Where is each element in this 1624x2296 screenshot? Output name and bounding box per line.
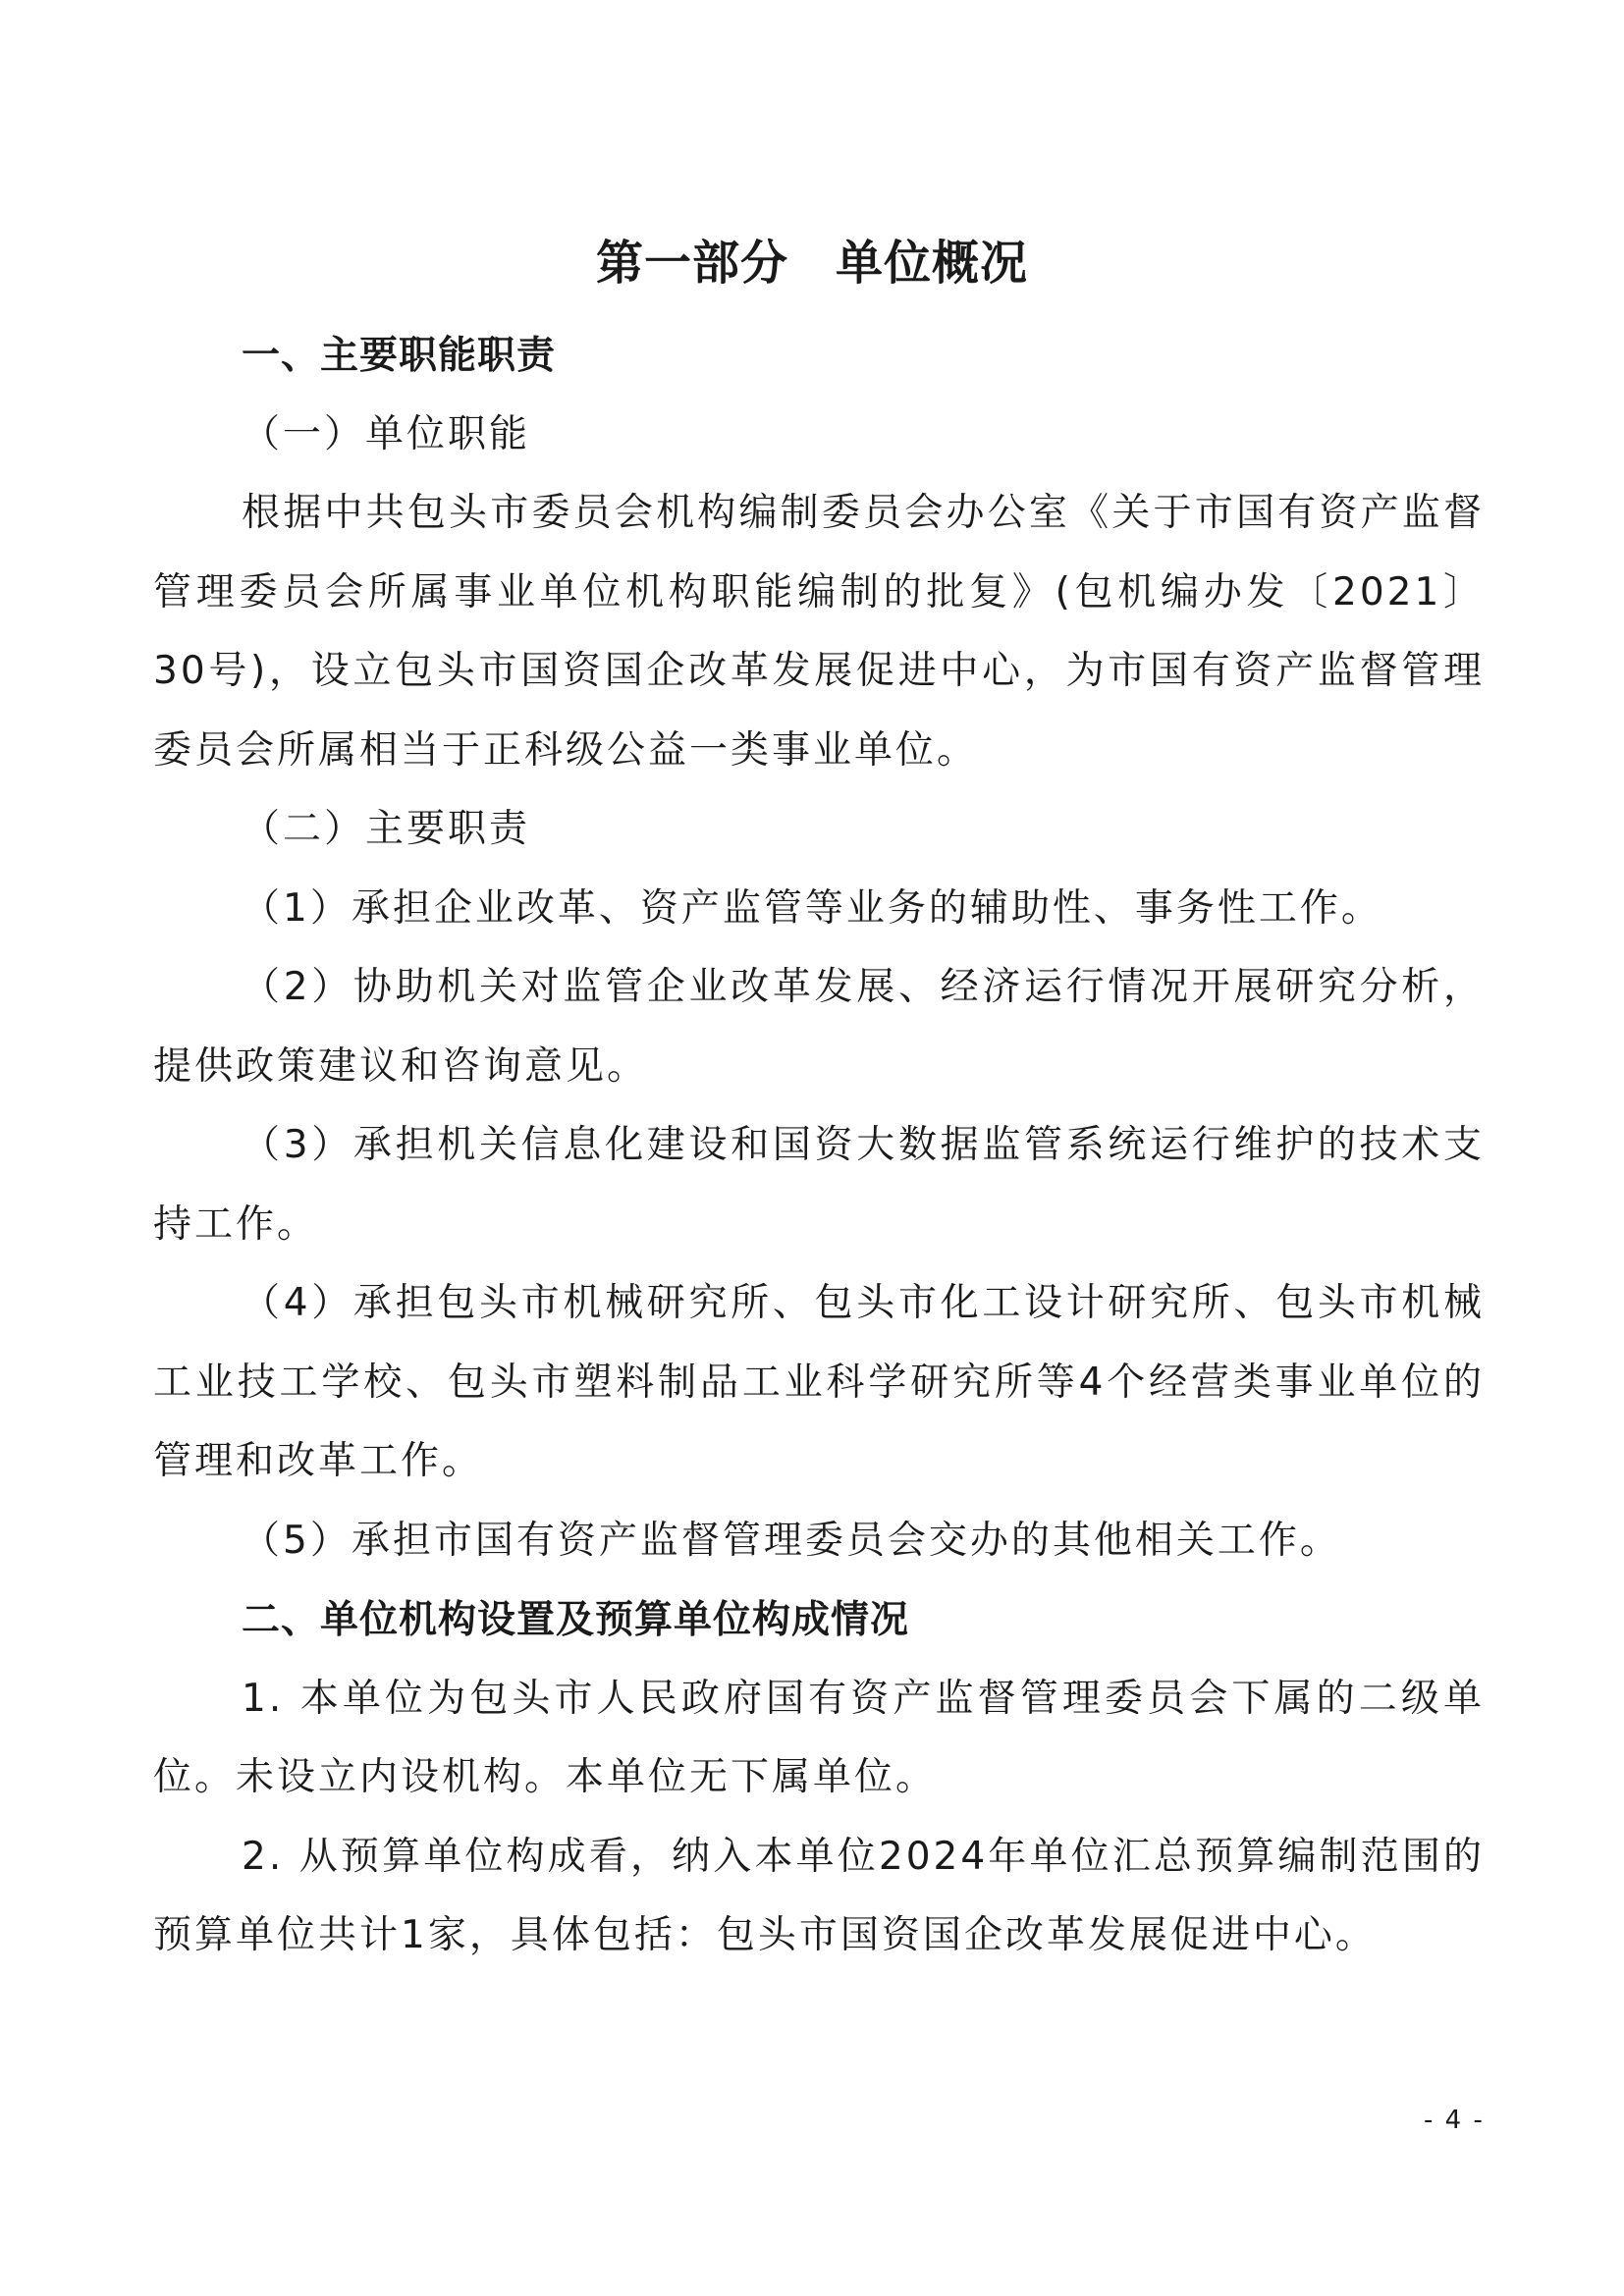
document-body (153, 316, 1485, 1976)
title-subject: 单位概况 (836, 236, 1029, 291)
section-heading-2: 二、单位机构设置及预算单位构成情况 (242, 1597, 910, 1642)
duty-item-5: （5）承担市国有资产监督管理委员会交办的其他相关工作。 (242, 1518, 1341, 1563)
page-number: - 4 - (1424, 2106, 1485, 2135)
duty-item-1: （1）承担企业改革、资产监管等业务的辅助性、事务性工作。 (242, 885, 1382, 931)
section-heading-1: 一、主要职能职责 (242, 333, 557, 378)
paragraph-unit-function: 根据中共包头市委员会机构编制委员会办公室《关于市国有资产监督管理委员会所属事业单位机构职能编制的批复》(包机编办发〔2021〕30号)，设立包头市国资国企改革发展促进中心，为市国有资产监督管理委员会所属相当于正科级公益一类事业单位。 (153, 491, 1485, 773)
structure-item-1: 1. 本单位为包头市人民政府国有资产监督管理委员会下属的二级单位。未设立内设机构。本单位无下属单位。 (153, 1676, 1485, 1799)
duty-item-2: （2）协助机关对监管企业改革发展、经济运行情况开展研究分析，提供政策建议和咨询意见。 (153, 965, 1485, 1089)
subsection-heading-2: （二）主要职责 (242, 807, 531, 851)
duty-item-4: （4）承担包头市机械研究所、包头市化工设计研究所、包头市机械工业技工学校、包头市塑料制品工业科学研究所等4个经营类事业单位的管理和改革工作。 (153, 1281, 1485, 1483)
subsection-heading-1: （一）单位职能 (242, 411, 531, 456)
duty-item-3: （3）承担机关信息化建设和国资大数据监管系统运行维护的技术支持工作。 (153, 1123, 1485, 1247)
page-title (0, 228, 1624, 298)
title-part: 第一部分 (595, 236, 788, 291)
structure-item-2: 2. 从预算单位构成看，纳入本单位2024年单位汇总预算编制范围的预算单位共计1家，具体包括：包头市国资国企改革发展促进中心。 (153, 1834, 1485, 1957)
